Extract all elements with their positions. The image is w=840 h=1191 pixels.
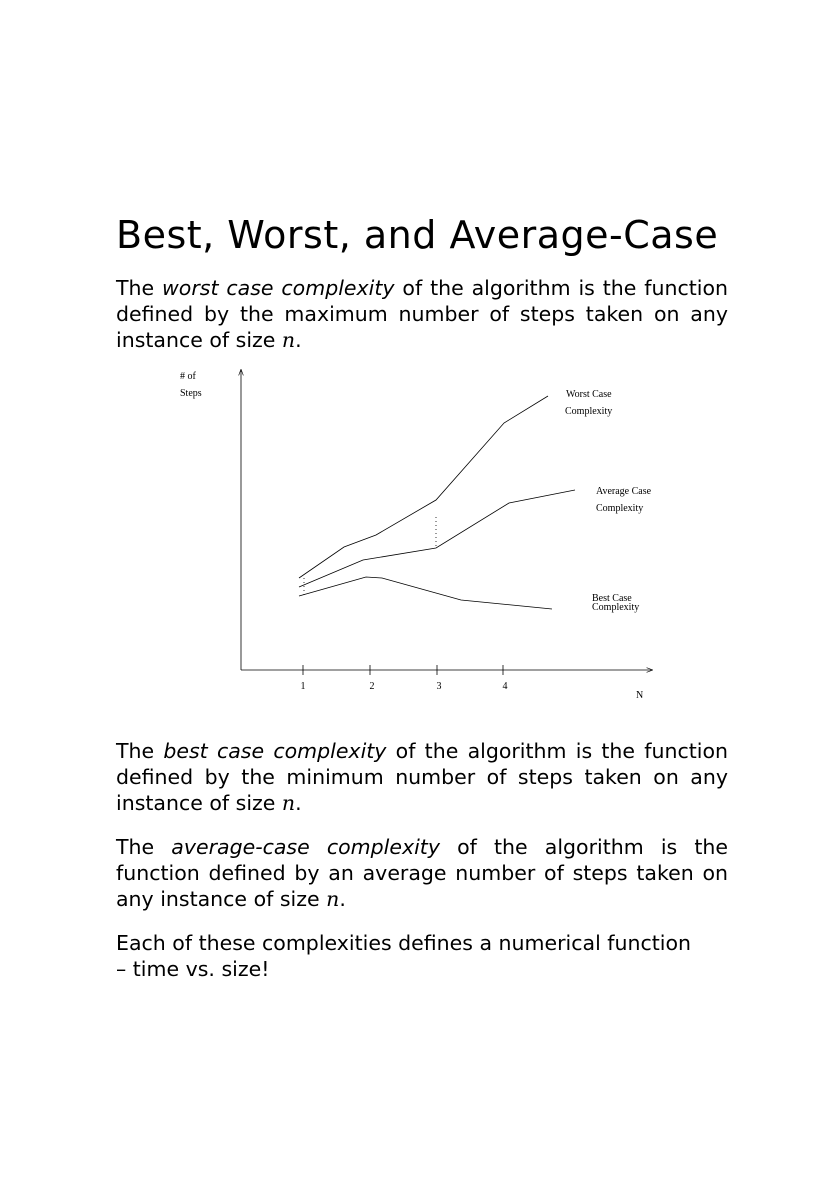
summary-paragraph	[116, 930, 728, 982]
y-axis-label: Steps	[180, 388, 202, 399]
x-tick-label: 2	[369, 681, 375, 692]
emphasized-term: best case complexity	[163, 739, 387, 763]
average-case-label: Average Case	[596, 486, 652, 497]
text-run: The	[116, 835, 172, 859]
x-tick-label: 3	[436, 681, 442, 692]
average-case-label: Complexity	[596, 503, 644, 514]
x-tick-label: 1	[300, 681, 306, 692]
average-case-curve	[299, 490, 575, 587]
x-axis-label: N	[636, 690, 644, 700]
text-run: .	[339, 887, 346, 911]
worst-case-definition	[116, 275, 728, 353]
best-case-definition	[116, 738, 728, 816]
worst-case-label: Worst Case	[566, 389, 612, 400]
text-run: of the algorithm is the function defined by the minimum number of steps taken on any instance of size	[116, 739, 728, 815]
text-run: .	[295, 328, 302, 352]
text-run: of the algorithm is the function defined by an average number of steps taken on any instance of size	[116, 835, 728, 911]
text-run: The	[116, 276, 163, 300]
variable-n: n	[281, 328, 296, 352]
complexity-figure	[160, 365, 670, 700]
text-run: – time vs. size!	[116, 957, 270, 981]
x-tick-label: 4	[502, 681, 508, 692]
worst-case-curve	[299, 396, 548, 578]
page-title: Best, Worst, and Average-Case	[116, 213, 719, 257]
text-run: The	[116, 739, 164, 763]
variable-n: n	[326, 887, 340, 911]
best-case-curve	[299, 577, 552, 609]
text-run: .	[295, 791, 302, 815]
y-axis-label: # of	[180, 371, 196, 382]
best-case-label: Complexity	[592, 602, 640, 613]
variable-n: n	[281, 791, 296, 815]
best-case-label: Best Case	[592, 593, 632, 604]
text-run: Each of these complexities defines a numerical function	[116, 931, 692, 955]
worst-case-label: Complexity	[565, 406, 613, 417]
emphasized-term: worst case complexity	[162, 276, 395, 300]
emphasized-term: average-case complexity	[171, 835, 440, 859]
average-case-definition	[116, 834, 728, 912]
text-run: of the algorithm is the function defined by the maximum number of steps taken on any instance of size	[116, 276, 728, 352]
